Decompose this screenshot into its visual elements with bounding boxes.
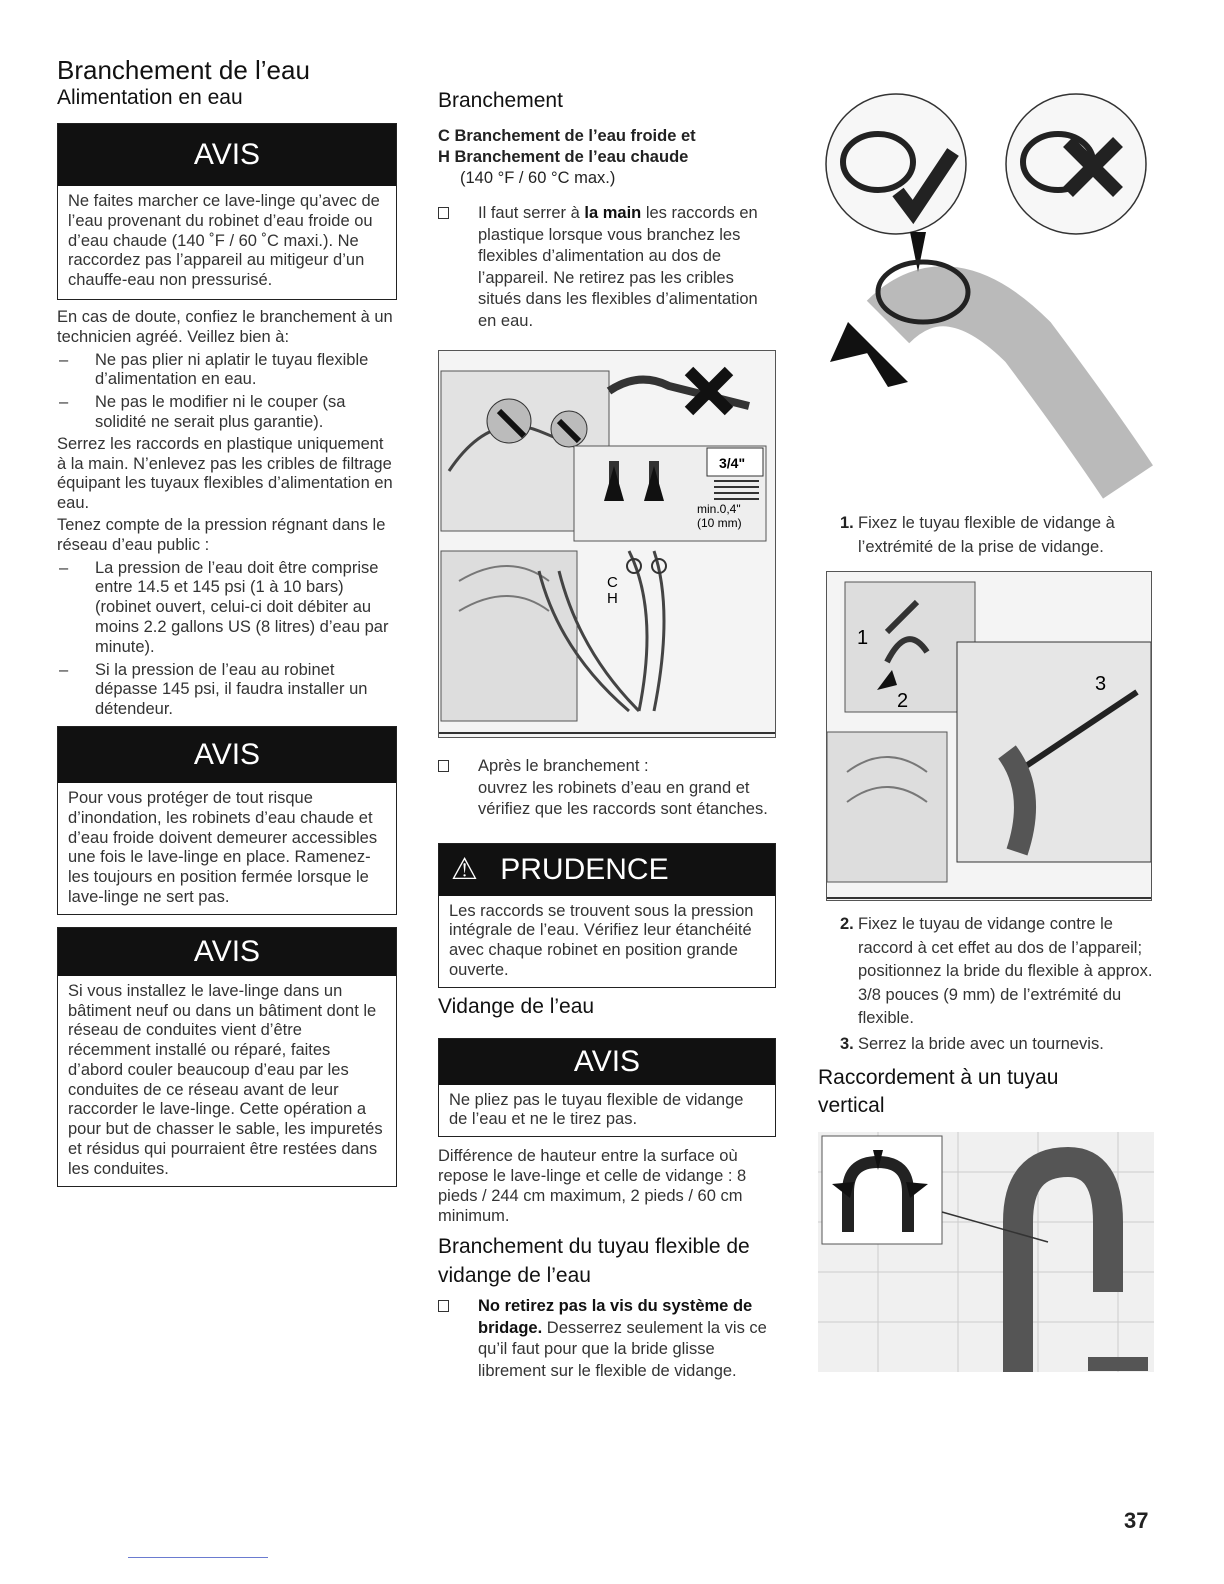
- paragraph-difference: Différence de hauteur entre la surface où repose le lave-linge et celle de vidange : 8 pieds / 244 cm maximum, 2 pieds / 60 cm minimum.: [438, 1147, 747, 1225]
- page-number: 37: [1124, 1508, 1149, 1533]
- prudence-notice-body: Les raccords se trouvent sous la pression intégrale de l’eau. Vérifiez leur étanchéité avec chaque robinet en position grande ouverte.: [449, 901, 754, 979]
- bold-la-main: la main: [584, 204, 642, 222]
- hose-clamp-illustration: [818, 92, 1158, 502]
- avis-notice-3-head: AVIS: [58, 928, 396, 976]
- step-number: 2.: [840, 915, 854, 933]
- section-heading-tuyau: Branchement du tuyau flexible de vidange de l’eau: [438, 1235, 750, 1288]
- cold-water-line: C Branchement de l’eau froide et: [438, 127, 696, 145]
- step-2: 2. Fixez le tuyau de vidange contre le raccord à cet effet au dos de l’appareil; positionnez la bride du flexible à approx. 3/8 pouces (9 mm) de l’extrémité du flexible.: [840, 915, 1153, 1027]
- page-title: Branchement de l’eau: [57, 55, 310, 85]
- list-item: – La pression de l’eau doit être comprise entre 14.5 et 145 psi (1 à 10 bars) (robinet ouvert, celui-ci doit débiter au moins 2.2 gallons US (8 litres) d’eau par minute).: [57, 559, 397, 658]
- label-3: 3: [1095, 673, 1107, 695]
- step-1: 1. Fixez le tuyau flexible de vidange à l’extrémité de la prise de vidange.: [840, 514, 1115, 556]
- figure-vertical-pipe: [818, 1132, 1154, 1372]
- temp-line: (140 °F / 60 °C max.): [460, 169, 616, 187]
- c-label: C: [607, 574, 618, 591]
- min-label: min.0,4": [697, 502, 741, 516]
- avis-notice-2-body: Pour vous protéger de tout risque d’inondation, les robinets d’eau chaude et d’eau froide doivent demeurer accessibles une fois le lave-linge en place. Ramenez-les toujours en position fermée lorsque le lave-linge ne sert pas.: [68, 788, 378, 906]
- avis-notice-4-body: Ne pliez pas le tuyau flexible de vidange de l’eau et ne le tirez pas.: [449, 1090, 744, 1129]
- prudence-notice-head: ⚠ PRUDENCE: [439, 844, 775, 896]
- section-heading-vidange: Vidange de l’eau: [438, 994, 595, 1018]
- step-number: 3.: [840, 1034, 854, 1053]
- list-item: – Ne pas plier ni aplatir le tuyau flexible d’alimentation en eau.: [57, 351, 397, 391]
- checklist-item-apres: Après le branchement : ouvrez les robinets d’eau en grand et vérifiez que les raccords sont étanches.: [438, 756, 780, 821]
- avis-notice-4: [438, 1038, 776, 1138]
- list-item: – Si la pression de l’eau au robinet dépasse 145 psi, il faudra installer un détendeur.: [57, 661, 397, 720]
- figure-drain-connection: [826, 571, 1152, 901]
- avis-notice-1-body: Ne faites marcher ce lave-linge qu’avec de l’eau provenant du robinet d’eau froide ou d’eau chaude (140 ˚F / 60 ˚C maxi.). Ne raccordez pas l’appareil au mitigeur d’un chauffe-eau non pressurisé.: [68, 192, 380, 290]
- figure-tap-connection: [438, 350, 776, 738]
- avis-notice-3: [57, 927, 397, 1187]
- drain-connection-illustration: [827, 572, 1151, 900]
- mm-label: (10 mm): [697, 516, 742, 530]
- list-item: – Ne pas le modifier ni le couper (sa solidité ne serait plus garantie).: [57, 393, 397, 433]
- avis-notice-2: [57, 726, 397, 915]
- warning-triangle-icon: ⚠: [451, 852, 478, 886]
- prudence-notice: [438, 843, 776, 988]
- list-precautions: [57, 351, 397, 433]
- checklist-item-vis: No retirez pas la vis du système de bridage. Desserrez seulement la vis ce qu’il faut pour que la bride glisse librement sur le flexible de vidange.: [438, 1296, 780, 1382]
- avis-notice-1: [57, 123, 397, 300]
- avis-notice-3-body: Si vous installez le lave-linge dans un bâtiment neuf ou dans un bâtiment dont le réseau de conduites vient d’être récemment installé ou réparé, faites d’abord couler beaucoup d’eau par les conduites de ce réseau avant de leur raccorder le lave-linge. Cette opération a pour but de chasser le sable, les impuretés et résidus qui pourraient être restées dans les conduites.: [68, 981, 383, 1178]
- footer-divider: [128, 1557, 268, 1558]
- label-1: 1: [857, 627, 869, 649]
- h-label: H: [607, 590, 618, 607]
- list-pression: [57, 559, 397, 720]
- checklist-item-main: Il faut serrer à la main les raccords en plastique lorsque vous branchez les flexibles d’alimentation au dos de l’appareil. Ne retirez pas les cribles situés dans les flexibles d’alimentation en eau.: [438, 203, 780, 332]
- section-heading-alimentation: Alimentation en eau: [57, 86, 243, 109]
- section-heading-vertical: Raccordement à un tuyau vertical: [818, 1066, 1059, 1117]
- step-3: 3. Serrez la bride avec un tournevis.: [818, 1033, 1158, 1057]
- hot-water-line: H Branchement de l’eau chaude: [438, 148, 689, 166]
- paragraph-raccords: Serrez les raccords en plastique uniquement à la main. N’enlevez pas les cribles de filtrage équipant les tuyaux flexibles d’alimentation en eau.: [57, 434, 393, 513]
- avis-notice-1-head: AVIS: [58, 124, 396, 186]
- column-right: [818, 92, 1158, 1372]
- label-2: 2: [897, 690, 909, 712]
- section-heading-branchement: Branchement: [438, 89, 563, 112]
- step-number: 1.: [840, 514, 854, 532]
- vertical-pipe-illustration: [818, 1132, 1154, 1372]
- column-middle: [438, 88, 780, 1382]
- paragraph-doute: En cas de doute, confiez le branchement à un technicien agréé. Veillez bien à:: [57, 307, 393, 346]
- avis-notice-4-head: AVIS: [439, 1039, 775, 1085]
- figure-hose-clamp: [818, 92, 1158, 502]
- column-left: [57, 55, 397, 1187]
- tap-connection-illustration: [439, 351, 775, 737]
- checkbox-icon: [438, 1300, 449, 1312]
- fraction-label: 3/4": [719, 455, 746, 471]
- avis-notice-2-head: AVIS: [58, 727, 396, 783]
- paragraph-pression: Tenez compte de la pression régnant dans le réseau d’eau public :: [57, 515, 386, 554]
- checkbox-icon: [438, 207, 449, 219]
- checkbox-icon: [438, 760, 449, 772]
